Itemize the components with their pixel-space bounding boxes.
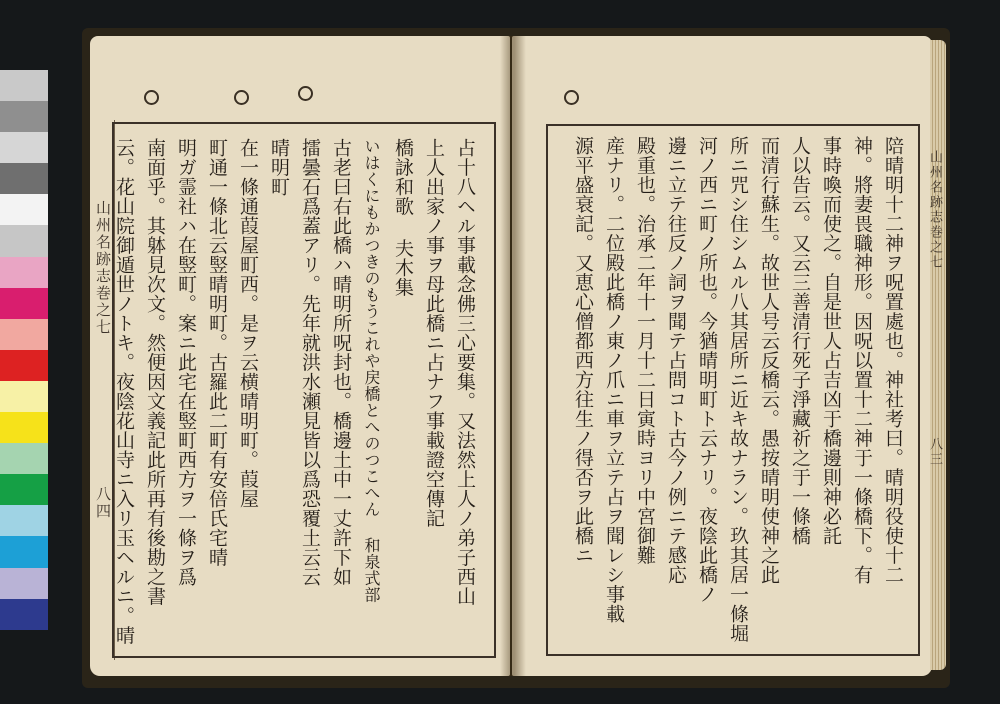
left-text-columns — [108, 138, 480, 643]
color-swatch — [0, 70, 48, 101]
text-column: 而清行蘇生。故世人号云反橋云。愚按晴明使神之此 — [758, 136, 780, 585]
text-column: 産ナリ。二位殿此橋ノ東ノ爪ニ車ヲ立テ占ヲ聞レシ事載 — [603, 136, 625, 624]
text-column: 陪晴明十二神ヲ呪置處也。神社考曰。晴明役使十二 — [882, 136, 904, 585]
color-swatch — [0, 288, 48, 319]
text-column: 云。花山院御遁世ノトキ。夜陰花山寺ニ入リ玉ヘルニ。晴 — [113, 138, 135, 645]
page-number: 八四 — [94, 486, 112, 520]
text-column: いはくにもかつきのもうこれや戻橋とへのつこへん 和泉式部 — [362, 138, 381, 603]
binding-hole — [298, 86, 313, 101]
side-title: 山州名跡志巻之七 — [94, 200, 112, 336]
text-column: 源平盛衰記。又恵心僧都西方往生ノ得否ヲ此橋ニ — [572, 136, 594, 565]
left-text-frame — [112, 122, 496, 658]
text-column: 在一條通葭屋町西。是ヲ云横晴明町。葭屋 — [237, 138, 259, 509]
text-column: 河ノ西ニ町ノ所也。今猶晴明町ト云ナリ。夜陰此橋ノ — [696, 136, 718, 604]
text-column: 人以告云。又云三善清行死子淨藏祈之于一條橋 — [789, 136, 811, 546]
text-column: 晴明町 — [268, 138, 290, 197]
text-column: 事時喚而使之。自是世人占吉凶于橋邊則神必託 — [820, 136, 842, 546]
color-swatch — [0, 319, 48, 350]
right-text-columns — [567, 136, 908, 641]
text-column: 神。將妻畏職神形。因呪以置十二神于一條橋下。有 — [851, 136, 873, 585]
text-column: 明ガ霊社ハ在竪町。案ニ此宅在竪町西方ヲ一條ヲ爲 — [175, 138, 197, 587]
book-gutter — [500, 36, 526, 676]
text-column: 所ニ咒シ住シムル八其居所ニ近キ故ナラン。玖其居一條堀 — [727, 136, 749, 643]
color-swatch — [0, 568, 48, 599]
color-swatch — [0, 225, 48, 256]
right-text-frame — [546, 124, 920, 656]
right-side-title — [924, 150, 944, 610]
color-swatch — [0, 350, 48, 381]
color-swatch — [0, 536, 48, 567]
side-title: 山州名跡志巻之七 — [927, 150, 942, 270]
binding-hole — [234, 90, 249, 105]
text-column: 殿重也。治承二年十一月十二日寅時ヨリ中宮御難 — [634, 136, 656, 565]
text-column: 古老曰右此橋ハ晴明所呪封也。橋邊土中一丈許下如 — [330, 138, 352, 587]
text-column: 橋詠和歌 夫木集 — [392, 138, 414, 297]
text-column: 占十八ヘル事載念佛三心要集。又法然上人ノ弟子西山 — [454, 138, 476, 606]
color-swatch — [0, 132, 48, 163]
color-swatch — [0, 194, 48, 225]
text-column: 南面乎。其躰見次文。然便因文義記此所再有後勘之書 — [144, 138, 166, 606]
color-calibration-strip — [0, 70, 48, 630]
color-swatch — [0, 443, 48, 474]
binding-hole — [564, 90, 579, 105]
page-number: 八三 — [927, 437, 942, 467]
color-swatch — [0, 257, 48, 288]
color-swatch — [0, 101, 48, 132]
color-swatch — [0, 599, 48, 630]
color-swatch — [0, 474, 48, 505]
color-swatch — [0, 381, 48, 412]
binding-hole — [144, 90, 159, 105]
text-column: 邊ニ立テ往反ノ詞ヲ聞テ占問コト古今ノ例ニテ感応 — [665, 136, 687, 585]
text-column: 町通一條北云竪晴明町。古羅此二町有安倍氏宅晴 — [206, 138, 228, 567]
text-column: 上人出家ノ事ヲ母此橋ニ占ナフ事載證空傳記 — [423, 138, 445, 528]
text-column: 擂曇石爲蓋アリ。先年就洪水瀬見皆以爲恐覆土云云 — [299, 138, 321, 587]
color-swatch — [0, 412, 48, 443]
color-swatch — [0, 505, 48, 536]
color-swatch — [0, 163, 48, 194]
